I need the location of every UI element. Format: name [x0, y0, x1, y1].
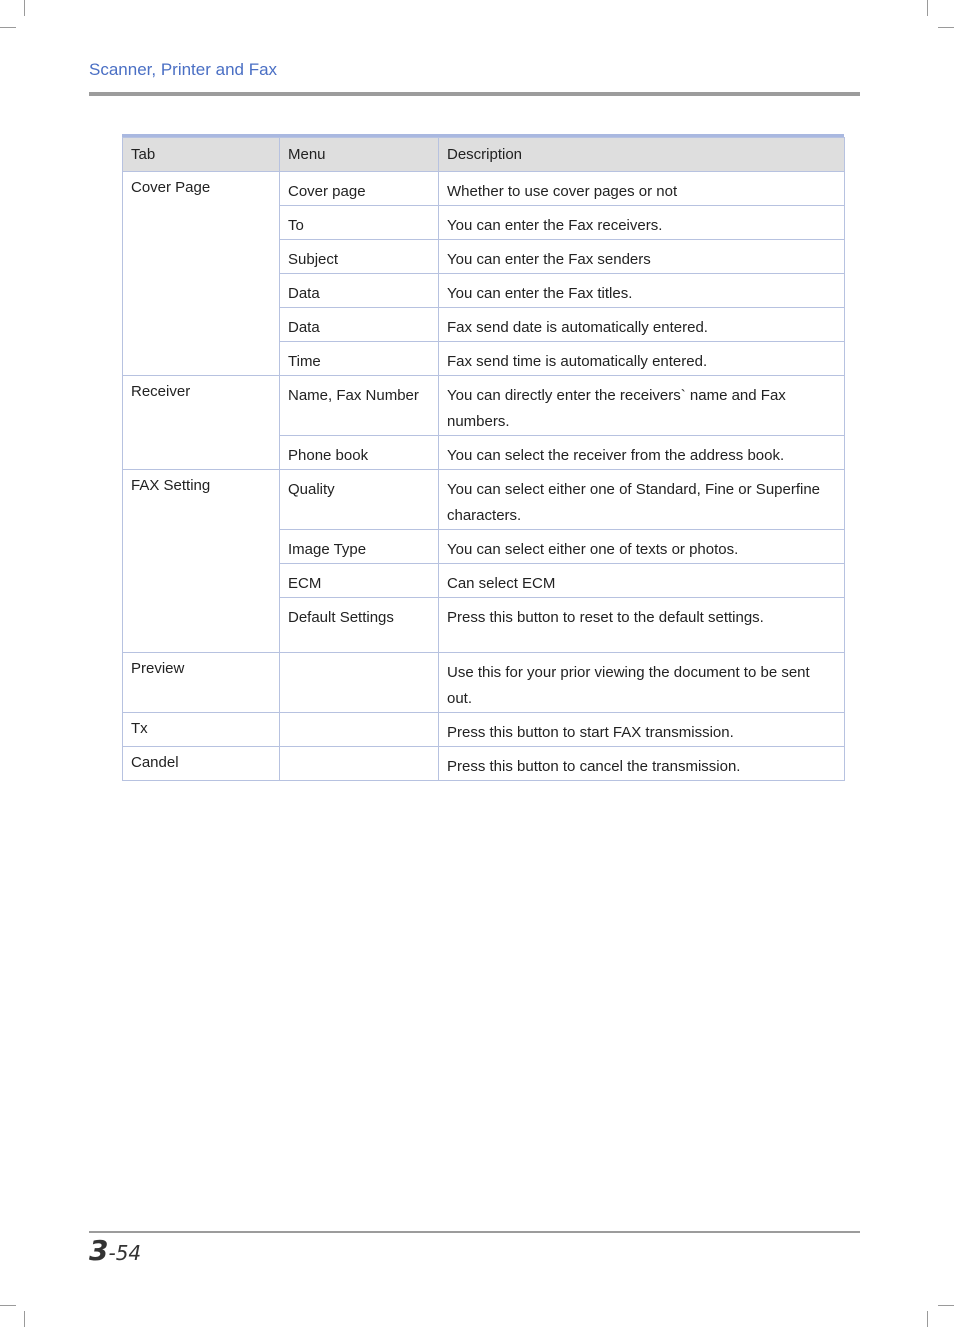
- menu-cell: [280, 713, 439, 747]
- menu-cell: Quality: [280, 470, 439, 530]
- description-cell: Press this button to reset to the default settings.: [439, 598, 845, 653]
- crop-mark: [24, 0, 25, 16]
- tab-cell: Candel: [123, 747, 280, 781]
- menu-cell: Name, Fax Number: [280, 376, 439, 436]
- tab-cell: Receiver: [123, 376, 280, 470]
- description-cell: Whether to use cover pages or not: [439, 172, 845, 206]
- column-header-menu: Menu: [280, 138, 439, 172]
- description-cell: You can enter the Fax receivers.: [439, 206, 845, 240]
- crop-mark: [0, 27, 16, 28]
- menu-cell: Phone book: [280, 436, 439, 470]
- description-cell: You can select the receiver from the address book.: [439, 436, 845, 470]
- tab-cell: Preview: [123, 653, 280, 713]
- table-row: [123, 470, 845, 530]
- menu-cell: Image Type: [280, 530, 439, 564]
- crop-mark: [938, 1305, 954, 1306]
- column-header-tab: Tab: [123, 138, 280, 172]
- menu-cell: To: [280, 206, 439, 240]
- table-row: [123, 172, 845, 206]
- description-cell: Can select ECM: [439, 564, 845, 598]
- table-row: [123, 653, 845, 713]
- table-header-row: [123, 138, 845, 172]
- table-row: [123, 747, 845, 781]
- table-row: [123, 376, 845, 436]
- crop-mark: [24, 1311, 25, 1327]
- tab-cell: Cover Page: [123, 172, 280, 376]
- chapter-number: 3: [89, 1234, 109, 1267]
- footer-rule: [89, 1231, 860, 1233]
- menu-cell: Subject: [280, 240, 439, 274]
- column-header-description: Description: [439, 138, 845, 172]
- crop-mark: [0, 1305, 16, 1306]
- description-cell: Fax send time is automatically entered.: [439, 342, 845, 376]
- crop-mark: [927, 1311, 928, 1327]
- section-title: Scanner, Printer and Fax: [89, 60, 278, 79]
- menu-cell: [280, 747, 439, 781]
- menu-cell: ECM: [280, 564, 439, 598]
- menu-cell: [280, 653, 439, 713]
- description-cell: You can enter the Fax senders: [439, 240, 845, 274]
- settings-table: [122, 137, 845, 781]
- description-cell: Fax send date is automatically entered.: [439, 308, 845, 342]
- crop-mark: [938, 27, 954, 28]
- description-cell: Press this button to start FAX transmission.: [439, 713, 845, 747]
- description-cell: You can select either one of texts or photos.: [439, 530, 845, 564]
- description-cell: You can enter the Fax titles.: [439, 274, 845, 308]
- page-number-suffix: -54: [108, 1241, 142, 1265]
- description-cell: You can directly enter the receivers` name and Fax numbers.: [439, 376, 845, 436]
- menu-cell: Time: [280, 342, 439, 376]
- menu-cell: Data: [280, 274, 439, 308]
- page-number: [89, 1234, 141, 1267]
- description-cell: Press this button to cancel the transmission.: [439, 747, 845, 781]
- tab-cell: Tx: [123, 713, 280, 747]
- tab-cell: FAX Setting: [123, 470, 280, 653]
- table-row: [123, 713, 845, 747]
- menu-cell: Cover page: [280, 172, 439, 206]
- menu-cell: Default Settings: [280, 598, 439, 653]
- header-rule: [89, 92, 860, 96]
- menu-cell: Data: [280, 308, 439, 342]
- description-cell: Use this for your prior viewing the document to be sent out.: [439, 653, 845, 713]
- description-cell: You can select either one of Standard, Fine or Superfine characters.: [439, 470, 845, 530]
- crop-mark: [927, 0, 928, 16]
- settings-table-container: [122, 134, 844, 781]
